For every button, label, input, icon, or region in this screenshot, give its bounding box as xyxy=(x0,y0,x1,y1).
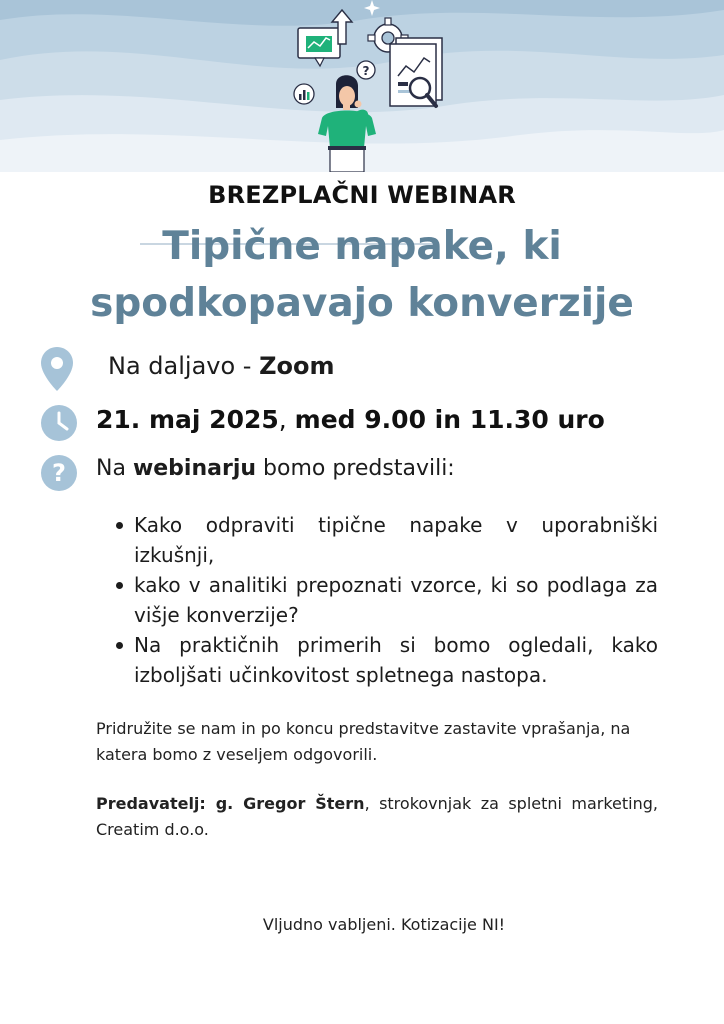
question-bubble-icon xyxy=(357,61,375,79)
location-prefix: Na daljavo - xyxy=(108,352,260,380)
topics-intro-suffix: bomo predstavili: xyxy=(256,456,455,481)
schedule-date: 21. maj 2025 xyxy=(96,405,279,434)
svg-text:?: ? xyxy=(362,64,370,78)
page-title xyxy=(0,218,724,332)
list-item: Kako odpraviti tipične napake v uporabniški izkušnji, xyxy=(112,510,658,570)
schedule-separator: , xyxy=(278,405,295,434)
location-text xyxy=(108,352,334,380)
speaker-description: , strokovnjak za spletni marketing, Creatim d.o.o. xyxy=(96,794,658,839)
schedule-text xyxy=(96,405,605,434)
footer-note: Vljudno vabljeni. Kotizacije NI! xyxy=(262,915,506,934)
topics-list xyxy=(112,510,658,690)
topics-intro xyxy=(96,456,455,481)
event-eyebrow: BREZPLAČNI WEBINAR xyxy=(208,181,516,209)
title-line-1: Tipične napake, ki xyxy=(162,224,562,269)
svg-text:?: ? xyxy=(52,459,66,487)
speaker-label: Predavatelj: g. Gregor Štern xyxy=(96,794,365,813)
title-line-2: spodkopavajo konverzije xyxy=(90,281,634,326)
topics-intro-prefix: Na xyxy=(96,456,133,481)
speaker-paragraph xyxy=(96,791,658,843)
location-platform: Zoom xyxy=(259,352,335,380)
clock-icon xyxy=(41,405,77,441)
location-pin-icon xyxy=(41,347,73,391)
question-icon xyxy=(41,455,77,491)
hero-illustration xyxy=(0,0,724,172)
invite-paragraph: Pridružite se nam in po koncu predstavitve zastavite vprašanja, na katera bomo z veseljem odgovorili. xyxy=(96,719,631,764)
hero-background xyxy=(0,0,724,172)
topics-intro-bold: webinarju xyxy=(132,456,257,481)
list-item: kako v analitiki prepoznati vzorce, ki so podlaga za višje konverzije? xyxy=(112,570,658,630)
bar-chart-bubble-icon xyxy=(294,84,314,104)
list-item: Na praktičnih primerih si bomo ogledali, kako izboljšati učinkovitost spletnega nastopa. xyxy=(112,630,658,690)
schedule-time: med 9.00 in 11.30 uro xyxy=(294,405,605,434)
